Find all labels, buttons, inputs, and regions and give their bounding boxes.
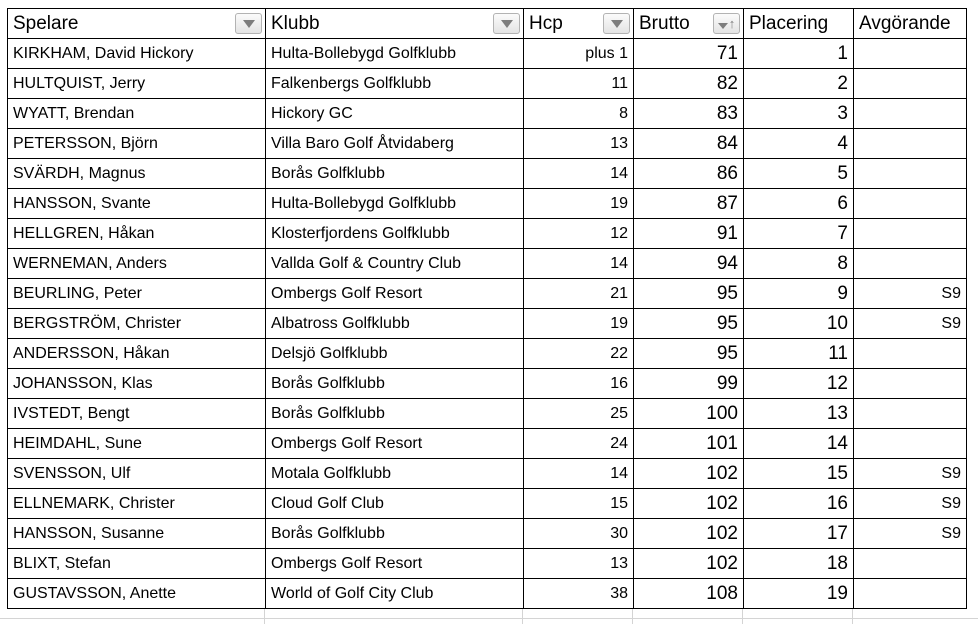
cell-spelare[interactable]: KIRKHAM, David Hickory bbox=[8, 39, 266, 69]
cell-spelare[interactable]: HELLGREN, Håkan bbox=[8, 219, 266, 249]
cell-brutto[interactable]: 83 bbox=[634, 99, 744, 129]
table-row bbox=[8, 159, 967, 189]
table-row bbox=[8, 219, 967, 249]
cell-avgorande[interactable]: S9 bbox=[854, 489, 967, 519]
cell-avgorande[interactable] bbox=[854, 69, 967, 99]
cell-placering[interactable]: 15 bbox=[744, 459, 854, 489]
dropdown-triangle-icon bbox=[243, 20, 255, 28]
cell-avgorande[interactable] bbox=[854, 159, 967, 189]
cell-avgorande[interactable] bbox=[854, 549, 967, 579]
cell-hcp[interactable]: 13 bbox=[524, 129, 634, 159]
dropdown-triangle-icon bbox=[501, 20, 513, 28]
cell-brutto[interactable]: 91 bbox=[634, 219, 744, 249]
cell-avgorande[interactable] bbox=[854, 219, 967, 249]
cell-avgorande[interactable] bbox=[854, 189, 967, 219]
cell-hcp[interactable]: 16 bbox=[524, 369, 634, 399]
cell-spelare[interactable]: HANSSON, Svante bbox=[8, 189, 266, 219]
header-label: Klubb bbox=[271, 12, 320, 34]
cell-klubb[interactable]: World of Golf City Club bbox=[266, 579, 524, 609]
cell-hcp[interactable]: 14 bbox=[524, 249, 634, 279]
cell-avgorande[interactable] bbox=[854, 579, 967, 609]
table-row bbox=[8, 39, 967, 69]
cell-klubb[interactable]: Borås Golfklubb bbox=[266, 519, 524, 549]
header-label: Spelare bbox=[13, 12, 79, 34]
cell-placering[interactable]: 11 bbox=[744, 339, 854, 369]
cell-spelare[interactable]: ELLNEMARK, Christer bbox=[8, 489, 266, 519]
cell-placering[interactable]: 5 bbox=[744, 159, 854, 189]
column-gridline bbox=[742, 609, 743, 624]
cell-brutto[interactable]: 95 bbox=[634, 279, 744, 309]
cell-brutto[interactable]: 102 bbox=[634, 459, 744, 489]
cell-hcp[interactable]: 12 bbox=[524, 219, 634, 249]
cell-brutto[interactable]: 101 bbox=[634, 429, 744, 459]
cell-klubb[interactable]: Vallda Golf & Country Club bbox=[266, 249, 524, 279]
cell-hcp[interactable]: 13 bbox=[524, 549, 634, 579]
cell-brutto[interactable]: 108 bbox=[634, 579, 744, 609]
filter-spelare-button[interactable] bbox=[235, 13, 262, 34]
cell-klubb[interactable]: Ombergs Golf Resort bbox=[266, 549, 524, 579]
cell-avgorande[interactable]: S9 bbox=[854, 459, 967, 489]
cell-klubb[interactable]: Albatross Golfklubb bbox=[266, 309, 524, 339]
cell-hcp[interactable]: 25 bbox=[524, 399, 634, 429]
header-spelare bbox=[8, 9, 266, 39]
cell-spelare[interactable]: HANSSON, Susanne bbox=[8, 519, 266, 549]
cell-hcp[interactable]: 14 bbox=[524, 159, 634, 189]
cell-hcp[interactable]: 19 bbox=[524, 189, 634, 219]
cell-klubb[interactable]: Borås Golfklubb bbox=[266, 369, 524, 399]
cell-hcp[interactable]: 8 bbox=[524, 99, 634, 129]
cell-avgorande[interactable] bbox=[854, 339, 967, 369]
header-placering bbox=[744, 9, 854, 39]
cell-avgorande[interactable]: S9 bbox=[854, 279, 967, 309]
table-row bbox=[8, 129, 967, 159]
cell-spelare[interactable]: ANDERSSON, Håkan bbox=[8, 339, 266, 369]
cell-placering[interactable]: 19 bbox=[744, 579, 854, 609]
cell-placering[interactable]: 12 bbox=[744, 369, 854, 399]
table-row bbox=[8, 99, 967, 129]
column-gridline bbox=[852, 609, 853, 624]
cell-placering[interactable]: 6 bbox=[744, 189, 854, 219]
cell-hcp[interactable]: 19 bbox=[524, 309, 634, 339]
cell-klubb[interactable]: Ombergs Golf Resort bbox=[266, 279, 524, 309]
filter-klubb-button[interactable] bbox=[493, 13, 520, 34]
cell-placering[interactable]: 1 bbox=[744, 39, 854, 69]
cell-placering[interactable]: 3 bbox=[744, 99, 854, 129]
cell-klubb[interactable]: Hulta-Bollebygd Golfklubb bbox=[266, 189, 524, 219]
cell-brutto[interactable]: 95 bbox=[634, 339, 744, 369]
cell-placering[interactable]: 4 bbox=[744, 129, 854, 159]
cell-placering[interactable]: 2 bbox=[744, 69, 854, 99]
cell-avgorande[interactable] bbox=[854, 39, 967, 69]
cell-brutto[interactable]: 94 bbox=[634, 249, 744, 279]
table-row bbox=[8, 249, 967, 279]
cell-placering[interactable]: 8 bbox=[744, 249, 854, 279]
cell-avgorande[interactable] bbox=[854, 249, 967, 279]
cell-spelare[interactable]: JOHANSSON, Klas bbox=[8, 369, 266, 399]
header-hcp bbox=[524, 9, 634, 39]
cell-spelare[interactable]: HEIMDAHL, Sune bbox=[8, 429, 266, 459]
cell-hcp[interactable]: plus 1 bbox=[524, 39, 634, 69]
cell-placering[interactable]: 9 bbox=[744, 279, 854, 309]
table-row bbox=[8, 549, 967, 579]
table-row bbox=[8, 369, 967, 399]
cell-klubb[interactable]: Delsjö Golfklubb bbox=[266, 339, 524, 369]
cell-hcp[interactable]: 24 bbox=[524, 429, 634, 459]
header-label: Placering bbox=[749, 12, 829, 34]
row-gridline bbox=[0, 618, 978, 619]
cell-klubb[interactable]: Villa Baro Golf Åtvidaberg bbox=[266, 129, 524, 159]
table-row bbox=[8, 429, 967, 459]
cell-placering[interactable]: 14 bbox=[744, 429, 854, 459]
table-row bbox=[8, 339, 967, 369]
header-label: Brutto bbox=[639, 12, 690, 34]
cell-avgorande[interactable] bbox=[854, 99, 967, 129]
cell-klubb[interactable]: Borås Golfklubb bbox=[266, 159, 524, 189]
cell-spelare[interactable]: BERGSTRÖM, Christer bbox=[8, 309, 266, 339]
cell-spelare[interactable]: BEURLING, Peter bbox=[8, 279, 266, 309]
table-row bbox=[8, 69, 967, 99]
dropdown-triangle-icon bbox=[611, 20, 623, 28]
cell-hcp[interactable]: 15 bbox=[524, 489, 634, 519]
table-row bbox=[8, 579, 967, 609]
cell-placering[interactable]: 7 bbox=[744, 219, 854, 249]
header-label: Avgörande bbox=[859, 12, 951, 34]
cell-klubb[interactable]: Motala Golfklubb bbox=[266, 459, 524, 489]
table-row bbox=[8, 279, 967, 309]
column-gridline bbox=[632, 609, 633, 624]
cell-placering[interactable]: 18 bbox=[744, 549, 854, 579]
header-row bbox=[8, 9, 967, 39]
cell-hcp[interactable]: 30 bbox=[524, 519, 634, 549]
cell-klubb[interactable]: Klosterfjordens Golfklubb bbox=[266, 219, 524, 249]
header-brutto bbox=[634, 9, 744, 39]
cell-klubb[interactable]: Hickory GC bbox=[266, 99, 524, 129]
cell-brutto[interactable]: 100 bbox=[634, 399, 744, 429]
cell-brutto[interactable]: 87 bbox=[634, 189, 744, 219]
cell-hcp[interactable]: 38 bbox=[524, 579, 634, 609]
cell-klubb[interactable]: Falkenbergs Golfklubb bbox=[266, 69, 524, 99]
cell-brutto[interactable]: 86 bbox=[634, 159, 744, 189]
cell-avgorande[interactable] bbox=[854, 429, 967, 459]
sort-ascending-arrow-icon: ↑ bbox=[728, 16, 736, 31]
cell-spelare[interactable]: SVÄRDH, Magnus bbox=[8, 159, 266, 189]
table-row bbox=[8, 519, 967, 549]
cell-avgorande[interactable] bbox=[854, 129, 967, 159]
dropdown-triangle-icon bbox=[718, 23, 728, 29]
cell-spelare[interactable]: WYATT, Brendan bbox=[8, 99, 266, 129]
cell-hcp[interactable]: 21 bbox=[524, 279, 634, 309]
cell-spelare[interactable]: SVENSSON, Ulf bbox=[8, 459, 266, 489]
cell-brutto[interactable]: 71 bbox=[634, 39, 744, 69]
cell-placering[interactable]: 17 bbox=[744, 519, 854, 549]
column-gridline bbox=[264, 609, 265, 624]
cell-spelare[interactable]: HULTQUIST, Jerry bbox=[8, 69, 266, 99]
cell-avgorande[interactable]: S9 bbox=[854, 519, 967, 549]
header-label: Hcp bbox=[529, 12, 563, 34]
table-row bbox=[8, 189, 967, 219]
cell-klubb[interactable]: Cloud Golf Club bbox=[266, 489, 524, 519]
cell-spelare[interactable]: PETERSSON, Björn bbox=[8, 129, 266, 159]
header-klubb bbox=[266, 9, 524, 39]
table-row bbox=[8, 489, 967, 519]
cell-spelare[interactable]: BLIXT, Stefan bbox=[8, 549, 266, 579]
cell-spelare[interactable]: IVSTEDT, Bengt bbox=[8, 399, 266, 429]
cell-hcp[interactable]: 11 bbox=[524, 69, 634, 99]
cell-brutto[interactable]: 84 bbox=[634, 129, 744, 159]
table-row bbox=[8, 309, 967, 339]
cell-avgorande[interactable] bbox=[854, 399, 967, 429]
cell-spelare[interactable]: GUSTAVSSON, Anette bbox=[8, 579, 266, 609]
cell-hcp[interactable]: 22 bbox=[524, 339, 634, 369]
cell-klubb[interactable]: Borås Golfklubb bbox=[266, 399, 524, 429]
cell-brutto[interactable]: 99 bbox=[634, 369, 744, 399]
cell-placering[interactable]: 10 bbox=[744, 309, 854, 339]
filter-hcp-button[interactable] bbox=[603, 13, 630, 34]
header-avgorande bbox=[854, 9, 967, 39]
cell-brutto[interactable]: 102 bbox=[634, 519, 744, 549]
cell-brutto[interactable]: 95 bbox=[634, 309, 744, 339]
cell-avgorande[interactable] bbox=[854, 369, 967, 399]
cell-spelare[interactable]: WERNEMAN, Anders bbox=[8, 249, 266, 279]
cell-brutto[interactable]: 102 bbox=[634, 549, 744, 579]
cell-klubb[interactable]: Ombergs Golf Resort bbox=[266, 429, 524, 459]
cell-brutto[interactable]: 82 bbox=[634, 69, 744, 99]
column-gridline bbox=[522, 609, 523, 624]
results-table bbox=[7, 8, 967, 609]
cell-klubb[interactable]: Hulta-Bollebygd Golfklubb bbox=[266, 39, 524, 69]
table-row bbox=[8, 459, 967, 489]
cell-hcp[interactable]: 14 bbox=[524, 459, 634, 489]
cell-avgorande[interactable]: S9 bbox=[854, 309, 967, 339]
cell-placering[interactable]: 13 bbox=[744, 399, 854, 429]
cell-placering[interactable]: 16 bbox=[744, 489, 854, 519]
table-row bbox=[8, 399, 967, 429]
sort-brutto-button[interactable] bbox=[713, 13, 740, 34]
cell-brutto[interactable]: 102 bbox=[634, 489, 744, 519]
